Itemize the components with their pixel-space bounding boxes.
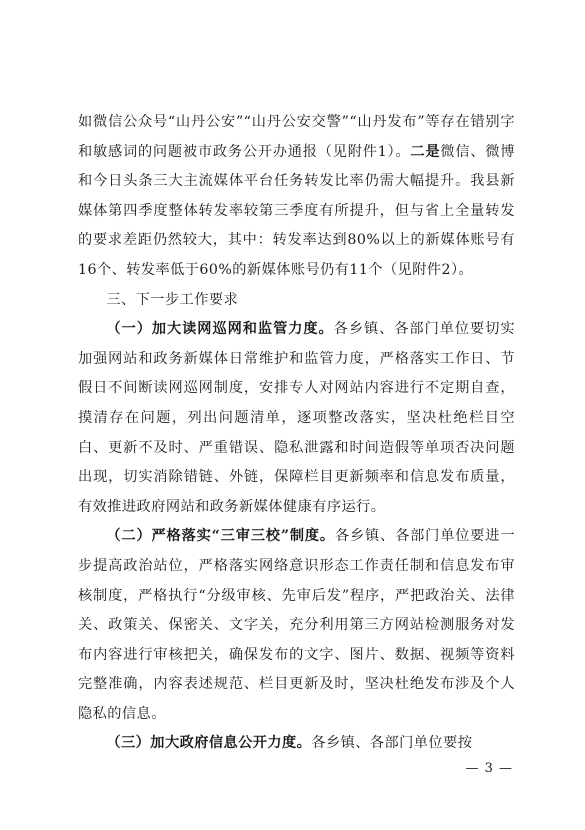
paragraph-requirement-one <box>78 315 515 522</box>
emphasis-text: 二是 <box>410 143 441 160</box>
paragraph-requirement-three <box>78 729 515 759</box>
paragraph-text: 各乡镇、各部门单位要切实加强网站和政务新媒体日常维护和监管力度，严格落实工作日、节假日不间断读网巡网制度，安排专人对网站内容进行不定期自查，摸清存在问题，列出问题清单，逐项整改落实，坚决杜绝栏目空白、更新不及时、严重错误、隐私泄露和时间造假等单项否决问题出现，切实消除错链、外链，保障栏目更新频率和信息发布质量，有效推进政府网站和政务新媒体健康有序运行。 <box>78 321 515 515</box>
paragraph-text: 各乡镇、各部门单位要进一步提高政治站位，严格落实网络意识形态工作责任制和信息发布审核制度，严格执行“分级审核、先审后发”程序，严把政治关、法律关、政策关、保密关、文字关，充分利用第三方网站检测服务对发布内容进行审核把关，确保发布的文字、图片、数据、视频等资料完整准确，内容表述规范、栏目更新及时，坚决杜绝发布涉及个人隐私的信息。 <box>78 528 515 722</box>
paragraph-text: 各乡镇、各部门单位要按 <box>311 735 473 752</box>
document-body <box>78 108 515 759</box>
section-heading-text: 三、下一步工作要求 <box>106 291 239 308</box>
paragraph-problem-two <box>78 108 515 286</box>
paragraph-requirement-two <box>78 522 515 729</box>
paragraph-text: 如微信公众号“山丹公安”“山丹公安交警”“山丹发布”等存在错别字和敏感词的问题被市政务公开办通报（见附件1）。 <box>78 114 515 160</box>
requirement-heading: （二）严格落实“三审三校”制度。 <box>106 528 335 545</box>
requirement-heading: （三）加大政府信息公开力度。 <box>106 735 312 752</box>
section-heading <box>78 286 515 316</box>
requirement-heading: （一）加大读网巡网和监管力度。 <box>106 321 334 338</box>
page-number: — 3 — <box>465 761 513 776</box>
paragraph-text: 微信、微博和今日头条三大主流媒体平台任务转发比率仍需大幅提升。我县新媒体第四季度整体转发率较第三季度有所提升，但与省上全量转发的要求差距仍然较大，其中：转发率达到80%以上的新媒体账号有16个、转发率低于60%的新媒体账号仍有11个（见附件2）。 <box>78 143 515 278</box>
